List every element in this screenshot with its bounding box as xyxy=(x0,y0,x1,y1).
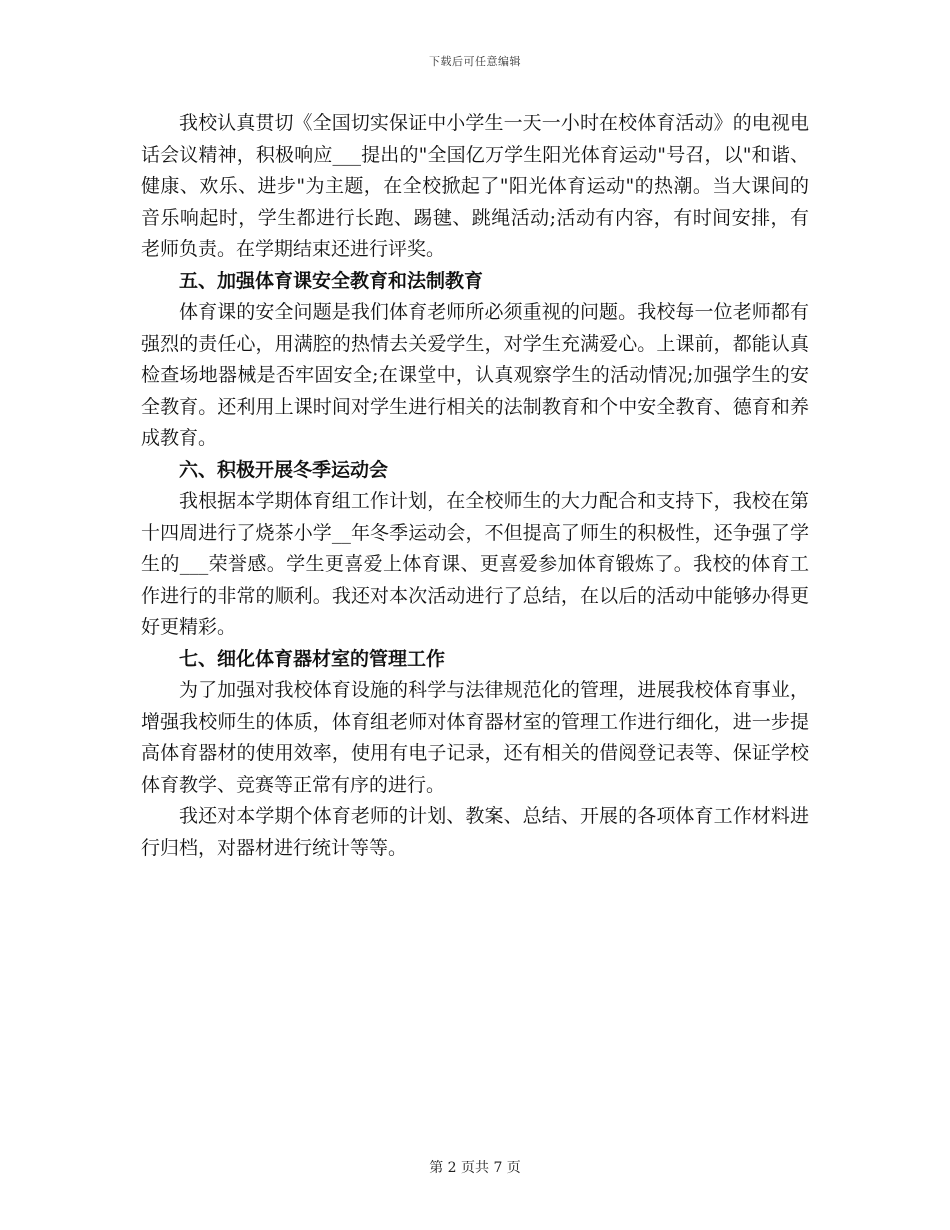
paragraph-equipment-room: 为了加强对我校体育设施的科学与法律规范化的管理，进展我校体育事业，增强我校师生的体质，体育组老师对体育器材室的管理工作进行细化，进一步提高体育器材的使用效率，使用有电子记录，还有相关的借阅登记表等、保证学校体育教学、竞赛等正常有序的进行。 xyxy=(141,679,809,796)
paragraph-winter-games: 我根据本学期体育组工作计划，在全校师生的大力配合和支持下，我校在第十四周进行了烧茶小学__年冬季运动会，不但提高了师生的积极性，还争强了学生的___荣誉感。学生更喜爱上体育课、更喜爱参加体育锻炼了。我校的体育工作进行的非常的顺利。我还对本次活动进行了总结，在以后的活动中能够办得更好更精彩。 xyxy=(141,490,809,638)
paragraph-sunshine-sports: 我校认真贯切《全国切实保证中小学生一天一小时在校体育活动》的电视电话会议精神，积极响应___提出的"全国亿万学生阳光体育运动"号召，以"和谐、健康、欢乐、进步"为主题，在全校掀起了"阳光体育运动"的热潮。当大课间的音乐响起时，学生都进行长跑、踢毽、跳绳活动;活动有内容，有时间安排，有老师负责。在学期结束还进行评奖。 xyxy=(141,112,809,260)
paragraph-archiving: 我还对本学期个体育老师的计划、教案、总结、开展的各项体育工作材料进行归档，对器材进行统计等等。 xyxy=(141,805,809,859)
paragraph-safety-education: 体育课的安全问题是我们体育老师所必须重视的问题。我校每一位老师都有强烈的责任心，用满腔的热情去关爱学生，对学生充满爱心。上课前，都能认真检查场地器械是否牢固安全;在课堂中，认真观察学生的活动情况;加强学生的安全教育。还利用上课时间对学生进行相关的法制教育和个中安全教育、德育和养成教育。 xyxy=(141,301,809,449)
section-heading-5: 五、加强体育课安全教育和法制教育 xyxy=(179,269,484,292)
page-header: 下载后可任意编辑 xyxy=(429,55,521,68)
page-number-footer: 第 2 页共 7 页 xyxy=(429,1160,521,1176)
section-heading-7: 七、细化体育器材室的管理工作 xyxy=(179,647,446,670)
document-body xyxy=(141,108,809,864)
section-heading-6: 六、积极开展冬季运动会 xyxy=(179,458,389,481)
